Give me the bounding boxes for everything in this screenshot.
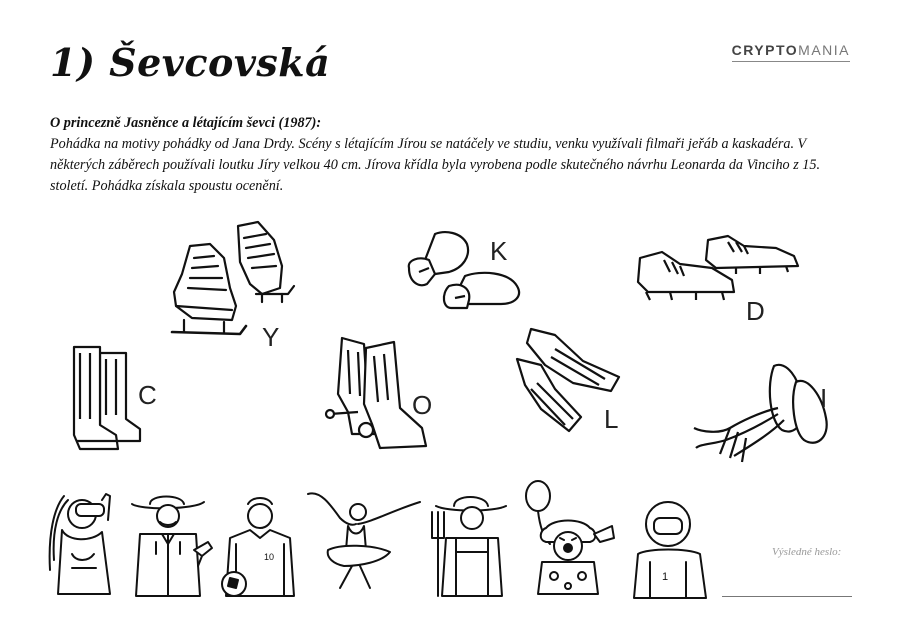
clown-figure-icon — [520, 478, 620, 598]
ballerina-illustration — [300, 484, 430, 598]
football-boots-letter: D — [746, 296, 765, 326]
answer-input-line[interactable] — [722, 596, 852, 597]
cowboy-illustration — [128, 490, 214, 604]
footballer-figure-icon — [220, 496, 300, 600]
ice-skates-illustration — [170, 222, 300, 356]
story-heading: O princezně Jasněnce a létajícím ševci (1987): — [50, 115, 322, 131]
swim-fins-letter: L — [604, 404, 619, 434]
ice-skates-icon — [170, 222, 300, 352]
cowboy-boots-letter: O — [412, 390, 433, 420]
rubber-boots-icon — [66, 345, 146, 455]
footballer-number: 10 — [264, 552, 275, 562]
story-text: Pohádka na motivy pohádky od Jana Drdy. Scény s létajícím Jírou se natáčely ve studiu, venku využívali filmaři jeřáb a kaskadéra. V některých záběrech používali loutku Jíry velkou 40 cm. Jírova křídla byla vyrobena podle skutečného návrhu Leonarda da Vinciho z 15. století. Pohádka získala spoustu ocenění. — [50, 136, 820, 194]
page-title: 1) Ševcovská — [50, 40, 331, 85]
rubber-boots-illustration — [66, 345, 146, 459]
football-boots-icon — [636, 230, 806, 320]
farmer-figure-icon — [428, 492, 514, 600]
rubber-boots-letter: C — [138, 380, 157, 410]
diver-figure-icon — [48, 490, 120, 600]
footballer-illustration — [220, 496, 300, 604]
football-boots-illustration — [636, 230, 806, 324]
brand-logo-bold: CRYPTO — [731, 42, 799, 58]
racer-figure-icon — [628, 496, 710, 600]
ballet-slippers-letter: I — [820, 383, 828, 413]
clown-illustration — [520, 478, 620, 602]
farmer-illustration — [428, 492, 514, 604]
motorcyclist-illustration — [628, 496, 710, 604]
clown-shoes-letter: K — [490, 236, 508, 266]
ballet-slippers-illustration — [690, 358, 840, 472]
racer-number: 1 — [662, 571, 669, 583]
snorkel-diver-illustration — [48, 490, 120, 604]
answer-label: Výsledné heslo: — [772, 546, 842, 558]
brand-logo — [732, 42, 850, 62]
cowboy-figure-icon — [128, 490, 214, 600]
ballerina-figure-icon — [300, 484, 430, 594]
ice-skates-letter: Y — [262, 322, 280, 352]
brand-logo-light: MANIA — [798, 42, 850, 58]
ballet-slippers-icon — [690, 358, 840, 468]
story-paragraph — [50, 113, 850, 197]
